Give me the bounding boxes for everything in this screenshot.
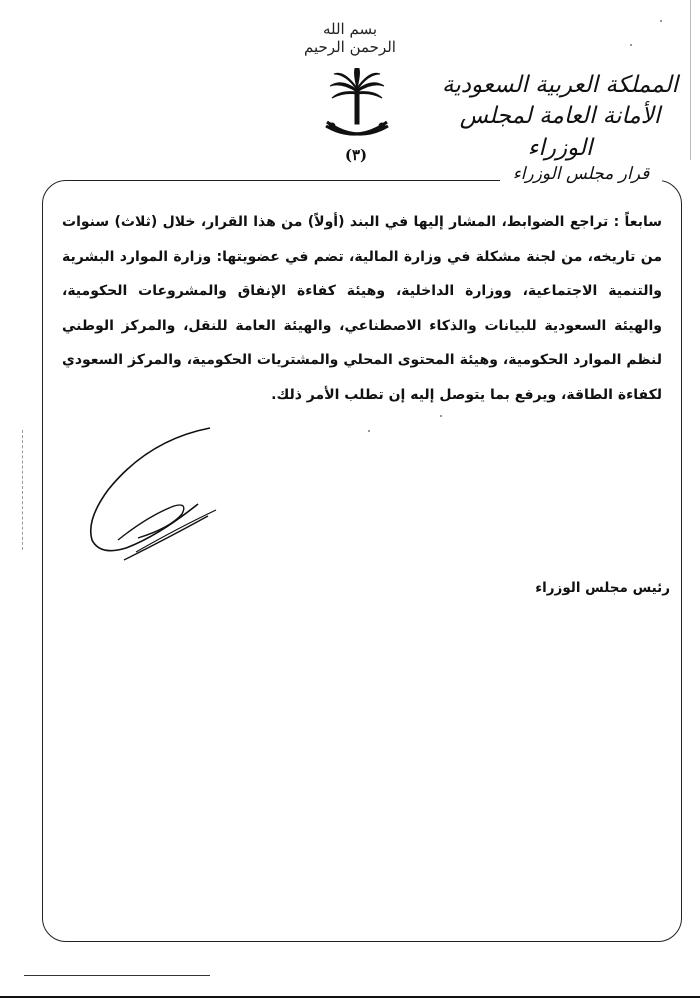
saudi-emblem-icon (322, 68, 392, 148)
footer-rule-short (24, 975, 210, 976)
letterhead-country: المملكة العربية السعودية (442, 72, 678, 98)
basmala: بسم الله الرحمن الرحيم (304, 20, 396, 56)
scan-edge (690, 0, 691, 160)
footer-rule (0, 996, 700, 998)
scan-speck (440, 415, 442, 417)
clause-heading: سابعاً : (613, 214, 662, 230)
scan-speck (368, 430, 370, 432)
scan-speck (630, 44, 632, 46)
clause-paragraph (62, 205, 662, 412)
signature-image (78, 420, 228, 570)
section-label: قرار مجلس الوزراء (500, 164, 662, 184)
scan-edge-left (22, 430, 23, 550)
letterhead (440, 70, 680, 164)
letterhead-secretariat: الأمانة العامة لمجلس الوزراء (459, 103, 661, 161)
scan-speck (660, 20, 662, 22)
page-number: (٣) (344, 146, 368, 164)
signatory-title: رئيس مجلس الوزراء (535, 580, 670, 596)
clause-text: تراجع الضوابط، المشار إليها في البند (أولاً) من هذا القرار، خلال (ثلاث) سنوات من تاريخه، من لجنة مشكلة في وزارة المالية، تضم في عضويتها: وزارة الموارد البشرية والتنمية الاجتماعية، ووزارة الداخلية، وهيئة كفاءة الإنفاق والمشروعات الحكومية، والهيئة السعودية للبيانات والذكاء الاصطناعي، والهيئة العامة للنقل، والمركز الوطني لنظم الموارد الحكومية، وهيئة المحتوى المحلي والمشتريات الحكومية، والمركز السعودي لكفاءة الطاقة، ويرفع بما يتوصل إليه إن تطلب الأمر ذلك. (62, 214, 662, 403)
